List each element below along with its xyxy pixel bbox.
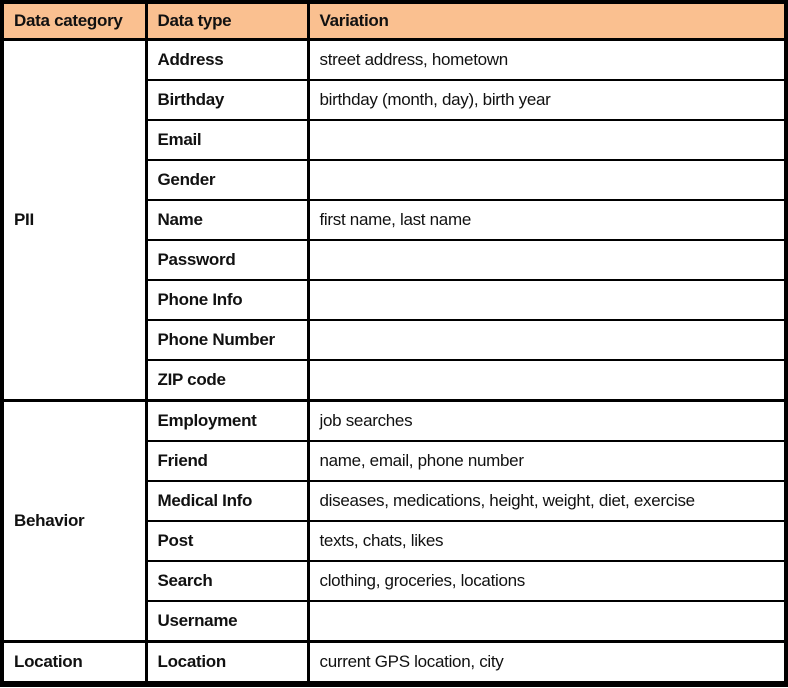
data-type-cell: Password bbox=[146, 240, 308, 280]
variation-cell bbox=[308, 240, 786, 280]
data-type-cell: Phone Info bbox=[146, 280, 308, 320]
data-type-cell: Phone Number bbox=[146, 320, 308, 360]
variation-cell bbox=[308, 601, 786, 642]
variation-cell bbox=[308, 160, 786, 200]
category-cell: Behavior bbox=[2, 401, 146, 642]
variation-cell: texts, chats, likes bbox=[308, 521, 786, 561]
data-type-cell: Address bbox=[146, 40, 308, 81]
data-type-cell: Gender bbox=[146, 160, 308, 200]
table-body bbox=[2, 40, 786, 685]
data-type-cell: Friend bbox=[146, 441, 308, 481]
variation-cell bbox=[308, 360, 786, 401]
data-type-cell: Employment bbox=[146, 401, 308, 442]
table-header bbox=[2, 2, 786, 40]
variation-cell: clothing, groceries, locations bbox=[308, 561, 786, 601]
data-type-cell: Birthday bbox=[146, 80, 308, 120]
table-row bbox=[2, 401, 786, 442]
data-type-cell: ZIP code bbox=[146, 360, 308, 401]
data-type-cell: Medical Info bbox=[146, 481, 308, 521]
data-type-cell: Location bbox=[146, 642, 308, 685]
header-data-type: Data type bbox=[146, 2, 308, 40]
variation-cell bbox=[308, 280, 786, 320]
header-variation: Variation bbox=[308, 2, 786, 40]
variation-cell: street address, hometown bbox=[308, 40, 786, 81]
variation-cell: name, email, phone number bbox=[308, 441, 786, 481]
table-row bbox=[2, 40, 786, 81]
data-type-cell: Search bbox=[146, 561, 308, 601]
category-cell: Location bbox=[2, 642, 146, 685]
category-cell: PII bbox=[2, 40, 146, 401]
header-row bbox=[2, 2, 786, 40]
variation-cell bbox=[308, 320, 786, 360]
data-type-cell: Username bbox=[146, 601, 308, 642]
variation-cell: current GPS location, city bbox=[308, 642, 786, 685]
variation-cell: first name, last name bbox=[308, 200, 786, 240]
table-row bbox=[2, 642, 786, 685]
header-data-category: Data category bbox=[2, 2, 146, 40]
data-type-cell: Email bbox=[146, 120, 308, 160]
variation-cell: job searches bbox=[308, 401, 786, 442]
data-type-cell: Name bbox=[146, 200, 308, 240]
variation-cell: diseases, medications, height, weight, diet, exercise bbox=[308, 481, 786, 521]
variation-cell: birthday (month, day), birth year bbox=[308, 80, 786, 120]
variation-cell bbox=[308, 120, 786, 160]
data-type-cell: Post bbox=[146, 521, 308, 561]
